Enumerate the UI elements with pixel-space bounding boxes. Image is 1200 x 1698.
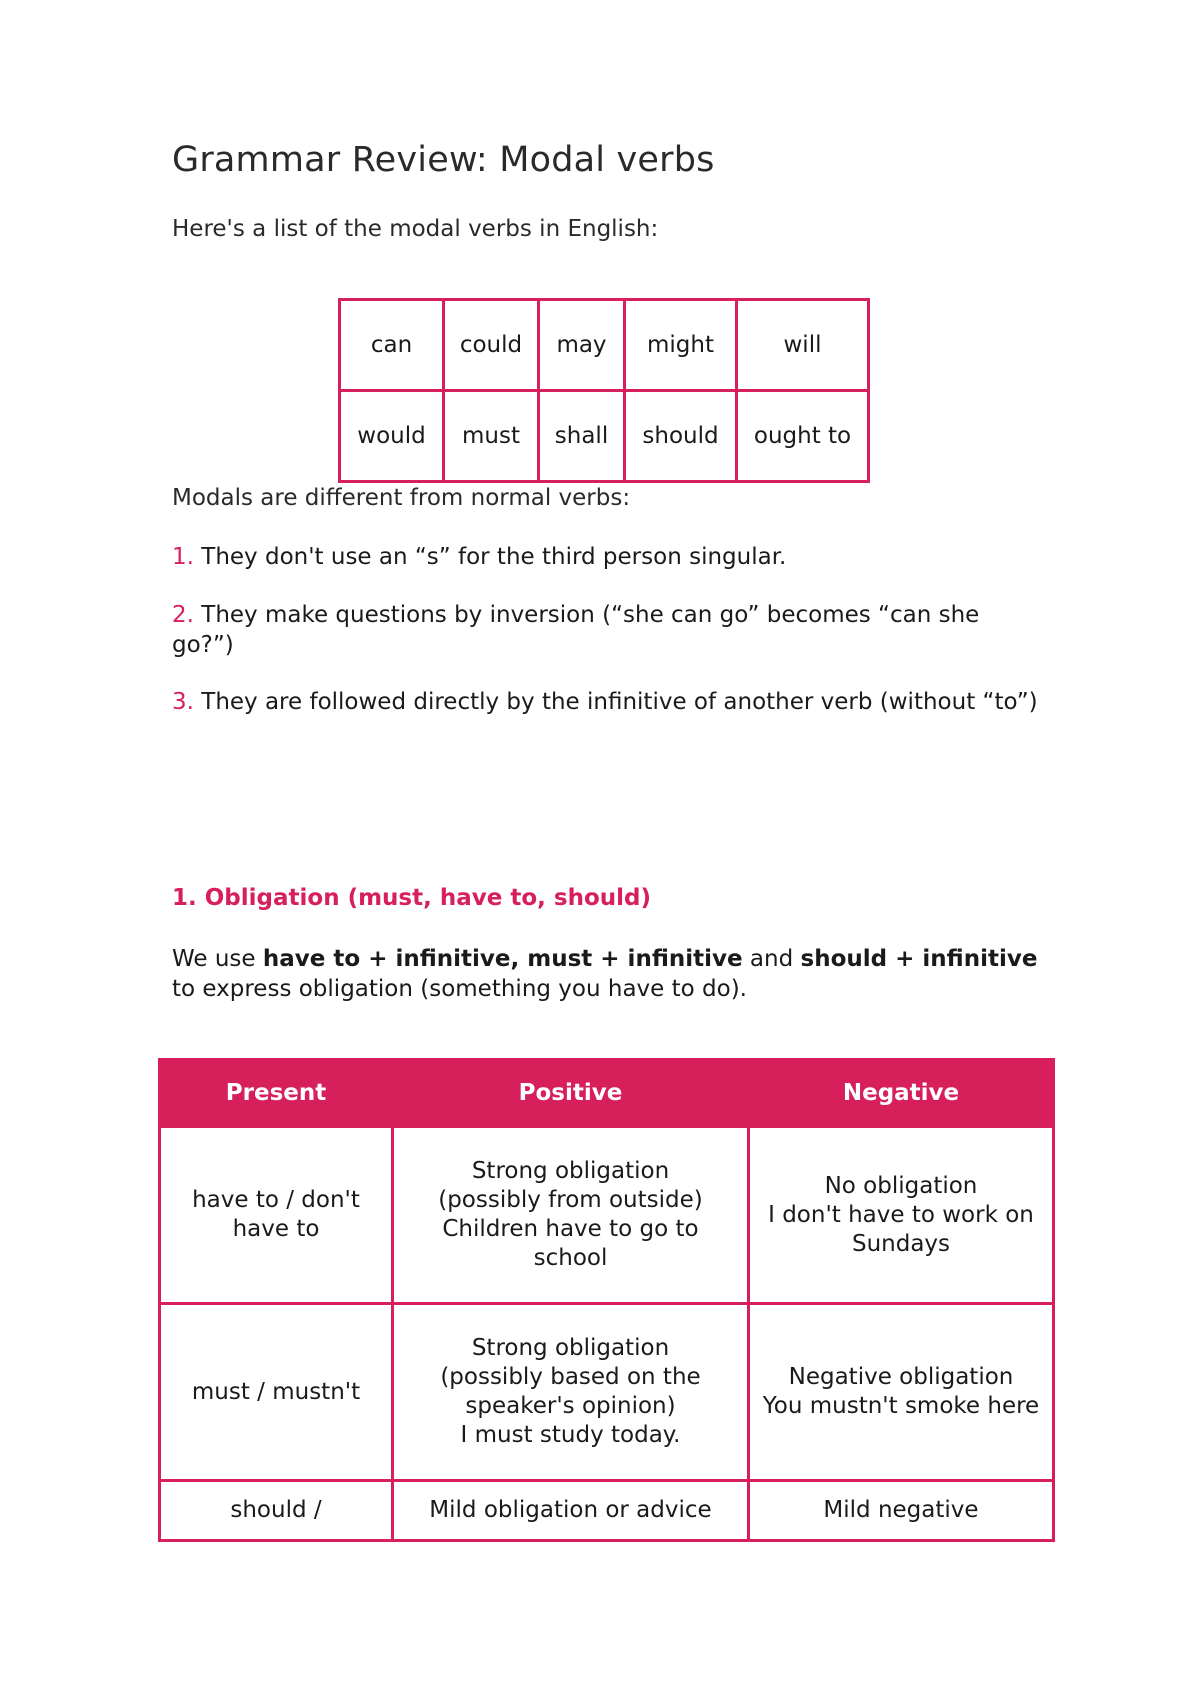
modal-cell: ought to bbox=[737, 391, 869, 482]
cell-line: Mild obligation or advice bbox=[429, 1497, 712, 1523]
negative-cell bbox=[749, 1127, 1054, 1304]
negative-cell bbox=[749, 1481, 1054, 1541]
table-header-row bbox=[160, 1060, 1054, 1127]
modal-cell: should bbox=[625, 391, 737, 482]
present-cell: should / bbox=[160, 1481, 393, 1541]
modal-verbs-table bbox=[338, 298, 870, 483]
modal-cell: can bbox=[340, 300, 444, 391]
rule-item bbox=[172, 687, 1042, 717]
cell-line: Strong obligation bbox=[471, 1158, 670, 1184]
modal-row bbox=[340, 300, 869, 391]
modal-cell: must bbox=[444, 391, 539, 482]
modal-cell: might bbox=[625, 300, 737, 391]
rule-item bbox=[172, 600, 1042, 660]
positive-cell bbox=[393, 1304, 749, 1481]
modal-cell: shall bbox=[539, 391, 625, 482]
negative-cell bbox=[749, 1304, 1054, 1481]
body-bold: , bbox=[510, 946, 528, 972]
cell-line: Negative obligation bbox=[788, 1364, 1014, 1390]
rule-text: They don't use an “s” for the third person singular. bbox=[193, 544, 787, 570]
cell-line: You mustn't smoke here bbox=[762, 1393, 1040, 1419]
body-bold: must + infinitive bbox=[527, 946, 743, 972]
modal-row bbox=[340, 391, 869, 482]
section-body bbox=[172, 944, 1042, 1004]
modal-cell: may bbox=[539, 300, 625, 391]
rule-number: 3. bbox=[172, 689, 194, 715]
cell-line: Mild negative bbox=[823, 1497, 979, 1523]
obligation-table bbox=[158, 1058, 1055, 1542]
cell-line: Children have to go to school bbox=[442, 1216, 699, 1271]
section-heading: 1. Obligation (must, have to, should) bbox=[172, 885, 651, 911]
differences-intro: Modals are different from normal verbs: bbox=[172, 485, 631, 511]
body-text: We use bbox=[172, 946, 263, 972]
column-header: Negative bbox=[749, 1060, 1054, 1127]
cell-line: Strong obligation bbox=[471, 1335, 670, 1361]
positive-cell bbox=[393, 1127, 749, 1304]
cell-line: (possibly based on the speaker's opinion) bbox=[440, 1364, 701, 1419]
rule-number: 2. bbox=[172, 602, 194, 628]
modal-cell: will bbox=[737, 300, 869, 391]
cell-line: No obligation bbox=[824, 1172, 978, 1199]
rule-text: They are followed directly by the infinitive of another verb (without “to”) bbox=[193, 689, 1038, 715]
column-header: Positive bbox=[393, 1060, 749, 1127]
present-cell: have to / don't have to bbox=[160, 1127, 393, 1304]
page-title: Grammar Review: Modal verbs bbox=[172, 140, 715, 180]
table-row bbox=[160, 1304, 1054, 1481]
body-text: and bbox=[742, 946, 801, 972]
body-text: to express obligation (something you have to do). bbox=[172, 976, 747, 1002]
table-row bbox=[160, 1481, 1054, 1541]
cell-line: (possibly from outside) bbox=[438, 1187, 703, 1213]
modal-cell: could bbox=[444, 300, 539, 391]
intro-text: Here's a list of the modal verbs in English: bbox=[172, 216, 659, 242]
column-header: Present bbox=[160, 1060, 393, 1127]
cell-line: I don't have to work on Sundays bbox=[768, 1201, 1034, 1257]
body-bold: have to + infinitive bbox=[262, 946, 511, 972]
cell-line: I must study today. bbox=[460, 1422, 681, 1448]
positive-cell bbox=[393, 1481, 749, 1541]
body-bold: should + infinitive bbox=[800, 946, 1038, 972]
present-cell: must / mustn't bbox=[160, 1304, 393, 1481]
rule-number: 1. bbox=[172, 544, 194, 570]
rule-text: They make questions by inversion (“she can go” becomes “can she go?”) bbox=[172, 602, 980, 658]
modal-cell: would bbox=[340, 391, 444, 482]
rule-item bbox=[172, 542, 1042, 572]
table-row bbox=[160, 1127, 1054, 1304]
